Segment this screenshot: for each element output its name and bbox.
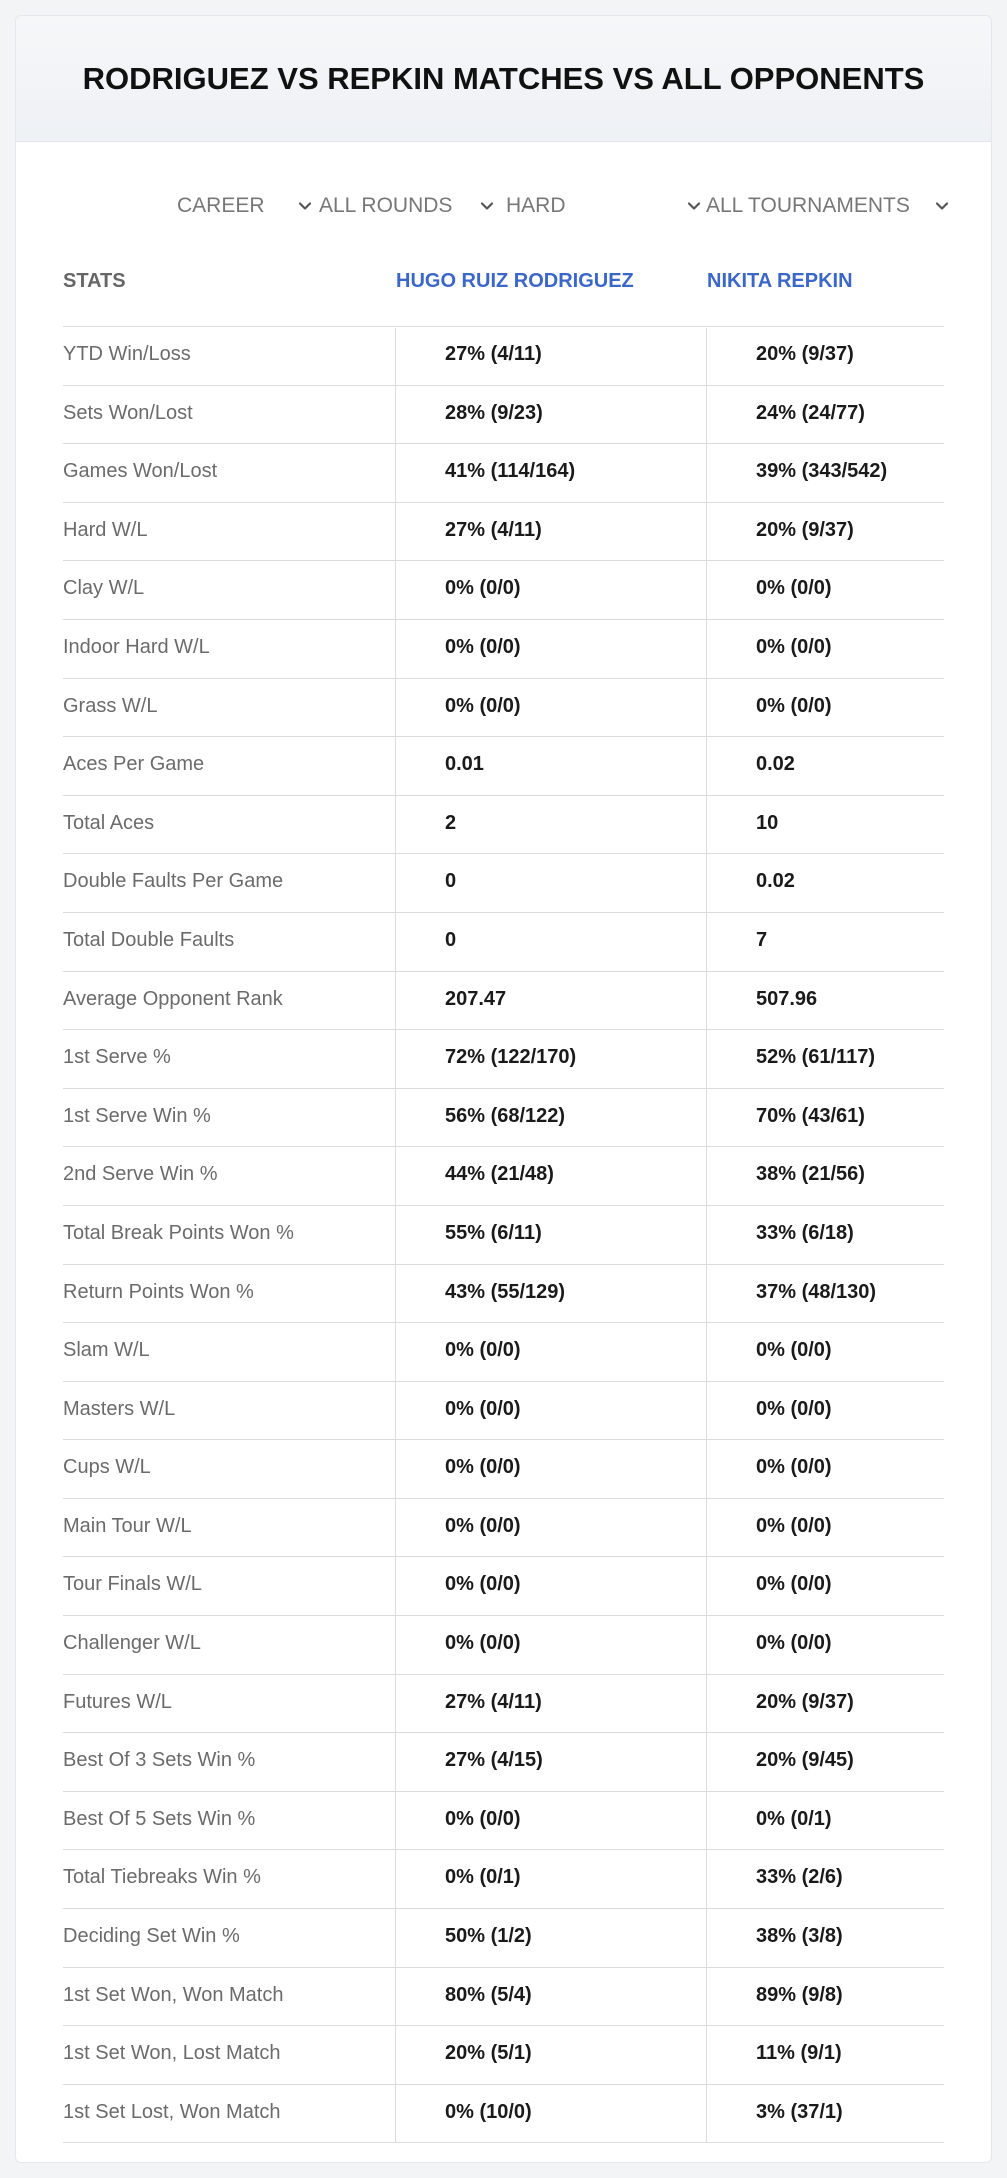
player1-stat-value: 0	[445, 928, 457, 951]
player2-stat-value: 0% (0/0)	[756, 1456, 832, 1479]
stat-label: 1st Serve Win %	[63, 1104, 211, 1127]
table-row	[63, 1675, 944, 1734]
player1-stat-value: 0	[445, 870, 457, 893]
table-row	[63, 561, 944, 620]
player2-stat-value: 7	[756, 928, 768, 951]
table-header	[63, 248, 944, 327]
player1-stat-value: 43% (55/129)	[445, 1280, 566, 1303]
tournaments-select[interactable]	[706, 188, 956, 224]
stat-label: Return Points Won %	[63, 1280, 254, 1303]
player1-stat-value: 0% (0/0)	[445, 694, 521, 717]
stat-label: Grass W/L	[63, 694, 158, 717]
table-row	[63, 854, 944, 913]
player2-stat-value: 11% (9/1)	[756, 2042, 842, 2065]
table-row	[63, 2026, 944, 2085]
player2-stat-value: 37% (48/130)	[756, 1280, 877, 1303]
player1-stat-value: 0% (0/0)	[445, 1632, 521, 1655]
player1-stat-value: 72% (122/170)	[445, 1046, 577, 1069]
table-row	[63, 1089, 944, 1148]
stat-label: Slam W/L	[63, 1339, 150, 1362]
table-row	[63, 1968, 944, 2027]
player1-stat-value: 2	[445, 811, 457, 834]
player2-stat-value: 20% (9/37)	[756, 343, 854, 365]
player2-stat-value: 0% (0/1)	[756, 1807, 832, 1830]
player2-stat-value: 70% (43/61)	[756, 1104, 865, 1127]
player2-stat-value: 0% (0/0)	[756, 1514, 832, 1537]
stat-label: YTD Win/Loss	[63, 343, 191, 365]
filter-bar	[16, 188, 992, 224]
player1-stat-value: 0% (0/0)	[445, 1339, 521, 1362]
page-title: RODRIGUEZ VS REPKIN MATCHES VS ALL OPPONENTS	[82, 60, 925, 96]
period-select[interactable]	[177, 188, 317, 224]
chevron-down-icon	[297, 198, 313, 214]
stat-label: Hard W/L	[63, 518, 148, 541]
stat-label: Sets Won/Lost	[63, 401, 193, 424]
player1-stat-value: 0% (0/0)	[445, 1807, 521, 1830]
stat-label: Best Of 5 Sets Win %	[63, 1807, 256, 1830]
table-row	[63, 1499, 944, 1558]
table-row	[63, 327, 944, 386]
stat-label: 1st Serve %	[63, 1046, 171, 1069]
stats-column-header: STATS	[63, 270, 126, 292]
player2-stat-value: 38% (21/56)	[756, 1163, 865, 1186]
player1-stat-value: 0.01	[445, 753, 484, 776]
player2-stat-value: 89% (9/8)	[756, 1983, 843, 2006]
player2-stat-value: 39% (343/542)	[756, 460, 888, 483]
stat-label: Games Won/Lost	[63, 460, 218, 483]
table-body	[63, 327, 944, 2143]
player2-stat-value: 507.96	[756, 987, 818, 1010]
table-row	[63, 444, 944, 503]
table-row	[63, 1030, 944, 1089]
player1-stat-value: 0% (0/0)	[445, 1456, 521, 1479]
player1-stat-value: 56% (68/122)	[445, 1104, 566, 1127]
stat-label: Total Aces	[63, 811, 155, 834]
surface-select-value: HARD	[506, 194, 566, 217]
player2-stat-value: 52% (61/117)	[756, 1046, 875, 1069]
player1-stat-value: 0% (10/0)	[445, 2100, 532, 2123]
player1-stat-value: 20% (5/1)	[445, 2042, 532, 2065]
table-row	[63, 386, 944, 445]
player1-stat-value: 80% (5/4)	[445, 1983, 532, 2006]
player1-stat-value: 27% (4/11)	[445, 1690, 542, 1713]
table-row	[63, 1850, 944, 1909]
stat-label: Tour Finals W/L	[63, 1573, 202, 1596]
table-row	[63, 972, 944, 1031]
stat-label: Total Tiebreaks Win %	[63, 1866, 261, 1889]
player2-stat-value: 3% (37/1)	[756, 2100, 843, 2123]
player1-stat-value: 55% (6/11)	[445, 1221, 542, 1244]
player1-stat-value: 27% (4/11)	[445, 518, 542, 541]
player2-column-header[interactable]: NIKITA REPKIN	[707, 270, 853, 292]
table-row	[63, 620, 944, 679]
stat-label: Average Opponent Rank	[63, 987, 283, 1010]
player2-stat-value: 0% (0/0)	[756, 1339, 832, 1362]
stat-label: Main Tour W/L	[63, 1514, 192, 1537]
player1-stat-value: 0% (0/0)	[445, 1514, 521, 1537]
player1-column-header[interactable]: HUGO RUIZ RODRIGUEZ	[396, 270, 634, 292]
player1-stat-value: 0% (0/0)	[445, 635, 521, 658]
chevron-down-icon	[686, 198, 702, 214]
page-header	[16, 16, 991, 142]
player2-stat-value: 38% (3/8)	[756, 1925, 843, 1948]
stat-label: Indoor Hard W/L	[63, 635, 210, 658]
player2-stat-value: 33% (6/18)	[756, 1221, 854, 1244]
rounds-select-value: ALL ROUNDS	[319, 194, 453, 217]
table-row	[63, 1265, 944, 1324]
player2-stat-value: 0% (0/0)	[756, 577, 832, 600]
stat-label: Double Faults Per Game	[63, 870, 284, 893]
player2-stat-value: 20% (9/37)	[756, 1690, 854, 1713]
player1-stat-value: 50% (1/2)	[445, 1925, 532, 1948]
player2-stat-value: 20% (9/37)	[756, 518, 854, 541]
tournaments-select-value: ALL TOURNAMENTS	[706, 194, 910, 217]
stat-label: Clay W/L	[63, 577, 145, 600]
table-row	[63, 1557, 944, 1616]
player2-stat-value: 24% (24/77)	[756, 401, 865, 424]
stat-label: Aces Per Game	[63, 753, 205, 776]
stat-label: 1st Set Won, Won Match	[63, 1983, 284, 2006]
table-row	[63, 796, 944, 855]
table-row	[63, 1616, 944, 1675]
column-divider	[395, 328, 396, 2143]
player1-stat-value: 0% (0/0)	[445, 1573, 521, 1596]
player2-stat-value: 0% (0/0)	[756, 1573, 832, 1596]
player1-stat-value: 27% (4/11)	[445, 343, 542, 365]
table-row	[63, 737, 944, 796]
table-row	[63, 1323, 944, 1382]
stat-label: Challenger W/L	[63, 1632, 201, 1655]
table-row	[63, 1147, 944, 1206]
player2-stat-value: 0.02	[756, 753, 795, 776]
player2-stat-value: 20% (9/45)	[756, 1749, 854, 1772]
table-row	[63, 679, 944, 738]
table-row	[63, 913, 944, 972]
stat-label: 1st Set Won, Lost Match	[63, 2042, 281, 2065]
player2-stat-value: 0.02	[756, 870, 795, 893]
stats-card	[15, 15, 992, 2163]
stat-label: Deciding Set Win %	[63, 1925, 240, 1948]
player1-stat-value: 28% (9/23)	[445, 401, 543, 424]
table-row	[63, 503, 944, 562]
table-row	[63, 1206, 944, 1265]
column-divider	[706, 328, 707, 2143]
stat-label: Best Of 3 Sets Win %	[63, 1749, 256, 1772]
table-row	[63, 1440, 944, 1499]
player2-stat-value: 0% (0/0)	[756, 1632, 832, 1655]
player1-stat-value: 27% (4/15)	[445, 1749, 543, 1772]
table-row	[63, 1792, 944, 1851]
player1-stat-value: 207.47	[445, 987, 507, 1010]
player1-stat-value: 41% (114/164)	[445, 460, 576, 483]
table-row	[63, 1733, 944, 1792]
player2-stat-value: 33% (2/6)	[756, 1866, 843, 1889]
table-row	[63, 2085, 944, 2144]
table-row	[63, 1382, 944, 1441]
stat-label: Cups W/L	[63, 1456, 151, 1479]
player1-stat-value: 44% (21/48)	[445, 1163, 554, 1186]
period-select-value: CAREER	[177, 194, 265, 217]
stats-table	[63, 248, 944, 2143]
player1-stat-value: 0% (0/0)	[445, 577, 521, 600]
surface-select[interactable]	[506, 188, 706, 224]
stat-label: Total Break Points Won %	[63, 1221, 294, 1244]
stat-label: 2nd Serve Win %	[63, 1163, 218, 1186]
player1-stat-value: 0% (0/0)	[445, 1397, 521, 1420]
stat-label: Total Double Faults	[63, 928, 235, 951]
stat-label: 1st Set Lost, Won Match	[63, 2100, 281, 2123]
table-row	[63, 1909, 944, 1968]
player2-stat-value: 0% (0/0)	[756, 1397, 832, 1420]
chevron-down-icon	[934, 198, 950, 214]
player1-stat-value: 0% (0/1)	[445, 1866, 521, 1889]
rounds-select[interactable]	[319, 188, 504, 224]
player2-stat-value: 10	[756, 811, 779, 834]
chevron-down-icon	[479, 198, 495, 214]
stat-label: Futures W/L	[63, 1690, 172, 1713]
stat-label: Masters W/L	[63, 1397, 176, 1420]
player2-stat-value: 0% (0/0)	[756, 635, 832, 658]
player2-stat-value: 0% (0/0)	[756, 694, 832, 717]
